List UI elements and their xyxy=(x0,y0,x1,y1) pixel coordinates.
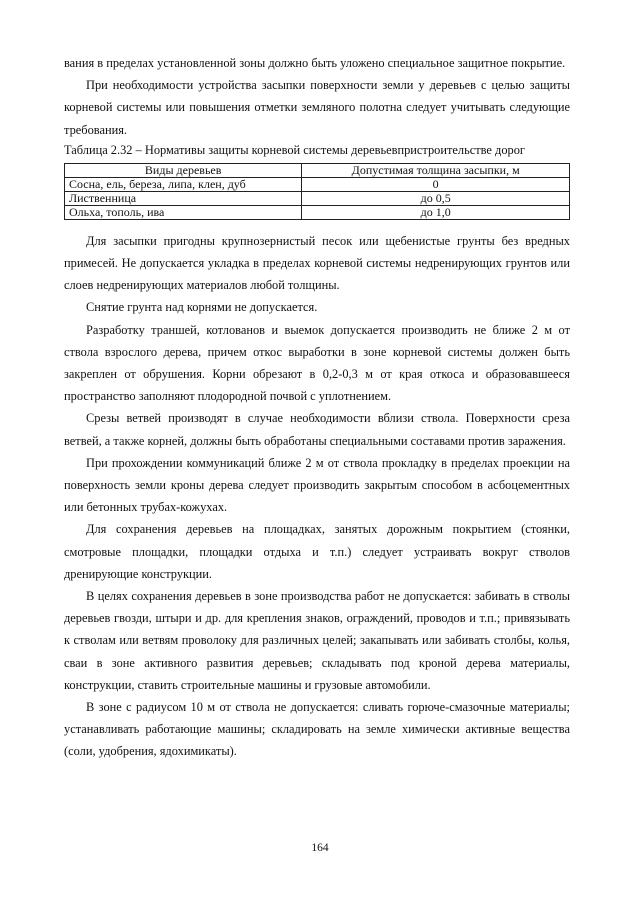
table-cell-tree-type: Ольха, тополь, ива xyxy=(65,205,302,219)
paragraph-utilities: При прохождении коммуникаций ближе 2 м от ствола прокладку в пределах проекции на поверхность земли кроны дерева следует производить закрытым способом в асбоцементных или бетонных трубах-кожухах. xyxy=(64,455,570,515)
paragraph-continuation: вания в пределах установленной зоны должно быть уложено специальное защитное покрытие. xyxy=(64,56,566,70)
paragraph-branch-cuts: Срезы ветвей производят в случае необходимости вблизи ствола. Поверхности среза ветвей, а также корней, должны быть обработаны специальными составами против заражения. xyxy=(64,411,570,448)
table-cell-thickness: до 0,5 xyxy=(302,191,570,205)
table-cell-thickness: до 1,0 xyxy=(302,205,570,219)
paragraph-prohibited-actions: В целях сохранения деревьев в зоне производства работ не допускается: забивать в стволы деревьев гвозди, штыри и др. для крепления знаков, ограждений, проводов и т.п.; привязывать к стволам или ветвям проволоку для различных целей; закапывать или забивать столбы, колья, сваи в зоне активного развития деревьев; складывать под кроной дерева материалы, конструкции, ставить строительные машины и грузовые автомобили. xyxy=(64,589,570,692)
root-protection-table xyxy=(64,163,570,220)
table-cell-tree-type: Лиственница xyxy=(65,191,302,205)
paragraph-radius-restrictions: В зоне с радиусом 10 м от ствола не допускается: сливать горюче-смазочные материалы; устанавливать работающие машины; складировать на земле химически активные вещества (соли, удобрения, ядохимикаты). xyxy=(64,700,570,759)
paragraph-backfill-requirements: При необходимости устройства засыпки поверхности земли у деревьев с целью защиты корневой системы или повышения отметки земляного полотна следует учитывать следующие требования. xyxy=(64,78,570,137)
table-row xyxy=(65,177,570,191)
page-number: 164 xyxy=(311,842,329,854)
table-caption: Таблица 2.32 – Нормативы защиты корневой системы деревьевпристроительстве дорог xyxy=(64,142,525,157)
table-cell-tree-type: Сосна, ель, береза, липа, клен, дуб xyxy=(65,177,302,191)
table-cell-thickness: 0 xyxy=(302,177,570,191)
paragraph-suitable-backfill: Для засыпки пригодны крупнозернистый песок или щебенистые грунты без вредных примесей. Не допускается укладка в пределах корневой системы недренирующих грунтов или слоев недренирующих материалов любой толщины. xyxy=(64,233,570,293)
table-row xyxy=(65,205,570,219)
paragraph-soil-removal: Снятие грунта над корнями не допускается. xyxy=(86,300,318,315)
table-header-backfill-thickness: Допустимая толщина засыпки, м xyxy=(302,163,570,177)
table-header-row xyxy=(65,163,570,177)
document-page xyxy=(64,52,570,763)
paragraph-drainage-structures: Для сохранения деревьев на площадках, занятых дорожным покрытием (стоянки, смотровые площадки, площадки отдыха и т.п.) следует устраивать вокруг стволов дренирующие конструкции. xyxy=(64,522,570,581)
table-row xyxy=(65,191,570,205)
table-header-tree-types: Виды деревьев xyxy=(65,163,302,177)
paragraph-trench-excavation: Разработку траншей, котлованов и выемок допускается производить не ближе 2 м от ствола взрослого дерева, причем откос выработки в зоне корневой системы должен быть закреплен от обрушения. Корни обрезают в 0,2-0,3 м от края откоса и образовавшееся пространство заполняют плодородной почвой с уплотнением. xyxy=(64,322,570,404)
